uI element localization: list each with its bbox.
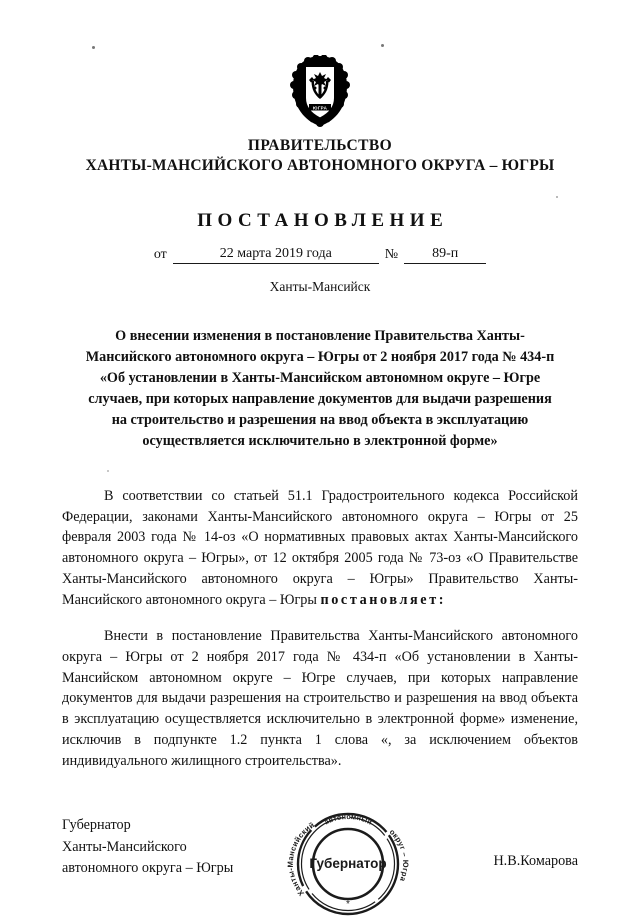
- signatory-title-line-3: автономного округа – Югры: [62, 859, 234, 876]
- scan-speck: [107, 470, 109, 472]
- signatory-title: [62, 815, 233, 879]
- stamp-star: *: [346, 899, 350, 911]
- svg-text:автономный: [324, 814, 374, 827]
- paragraph-preamble: [62, 486, 578, 610]
- svg-text:округ – Югра: [388, 828, 410, 884]
- date-label: от: [153, 246, 167, 262]
- signatory-title-line-2: Ханты-Мансийского: [62, 838, 187, 855]
- signatory-title-line-1: Губернатор: [62, 817, 131, 834]
- stamp-ring-text-top: автономный: [323, 814, 374, 828]
- stamp-ring-text-left: Ханты-Мансийский: [285, 820, 317, 899]
- number-value: 89-п: [404, 246, 486, 264]
- scan-speck: [92, 46, 95, 49]
- document-body: [62, 486, 578, 772]
- signatory-name: Н.В.Комарова: [493, 853, 578, 870]
- scan-speck: [556, 196, 558, 198]
- paragraph-amendment: Внести в постановление Правительства Ханты-Мансийского автономного округа – Югры от 2 ноября 2017 года № 434-п «Об установлении в Ханты-Мансийском автономном округе – Югре случаев, при которых направление документов для выдачи разрешения на строительство и разрешения на ввод объекта в эксплуатацию осуществляется исключительно в электронной форме» изменение, исключив в подпункте 1.2 пункта 1 слова «, за исключением объектов индивидуального жилищного строительства».: [62, 628, 578, 769]
- official-stamp: [284, 805, 412, 923]
- organisation-header: [62, 136, 578, 176]
- number-label: №: [384, 246, 399, 262]
- stamp-seal-icon: [284, 805, 412, 923]
- coat-of-arms-icon: [289, 55, 351, 127]
- signature-block: [62, 814, 578, 911]
- decree-verb: постановляет:: [320, 591, 447, 608]
- preamble-text: В соответствии со статьей 51.1 Градостроительного кодекса Российской Федерации, законами Ханты-Мансийского автономного округа – Югры от 25 февраля 2003 года № 14-оз «О нормативных правовых актах Ханты-Мансийского автономного округа – Югры», от 12 октября 2005 года № 73-оз «О Правительстве Ханты-Мансийского автономного округа – Югры» Правительство Ханты-Мансийского автономного округа – Югры: [62, 487, 578, 608]
- emblem-container: [62, 0, 578, 127]
- date-number-row: [62, 246, 578, 264]
- date-value: 22 марта 2019 года: [173, 246, 379, 264]
- svg-text:Ханты-Мансийский: [286, 821, 316, 898]
- city-line: Ханты-Мансийск: [269, 278, 371, 294]
- scan-speck: [381, 44, 384, 47]
- document-subject: О внесении изменения в постановление Правительства Ханты-Мансийского автономного округа – Югры от 2 ноября 2017 года № 434-п «Об установлении в Ханты-Мансийском автономном округе – Югре случаев, при которых направление документов для выдачи разрешения на строительство и разрешения на ввод объекта в эксплуатацию осуществляется исключительно в электронной форме»: [85, 327, 555, 449]
- stamp-center-text: Губернатор: [309, 856, 387, 872]
- stamp-ring-text-right: округ – Югра: [387, 827, 411, 884]
- org-title-line-2: ХАНТЫ-МАНСИЙСКОГО АВТОНОМНОГО ОКРУГА – ЮГРЫ: [85, 157, 555, 175]
- emblem-motto: ЮГРА: [312, 105, 328, 111]
- org-title-line-1: ПРАВИТЕЛЬСТВО: [247, 137, 393, 154]
- document-type-heading: ПОСТАНОВЛЕНИЕ: [197, 209, 449, 231]
